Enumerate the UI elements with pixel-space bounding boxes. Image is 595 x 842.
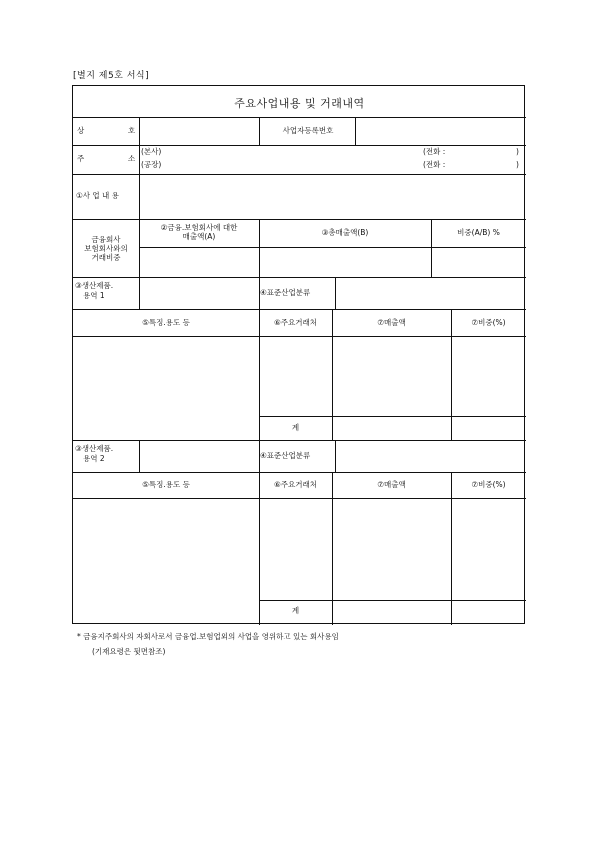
divider <box>139 117 140 174</box>
divider <box>139 174 140 219</box>
finance-sales-a-header-line1: ②금융.보험회사에 대한 <box>160 223 238 232</box>
product2-sales-header: ⑦매출액 <box>377 480 406 489</box>
hq-phone-close: ) <box>516 147 519 156</box>
divider <box>139 247 526 248</box>
factory-phone-label: (전화 : <box>423 160 446 169</box>
finance-share-label-line1: 금융회사 <box>91 235 121 244</box>
footnote-line2: (기재요령은 뒷면참조) <box>92 647 166 656</box>
divider <box>73 219 526 220</box>
form-number-label: [별지 제5호 서식] <box>73 71 150 81</box>
footnote-line1: * 금융지주회사의 자회사로서 금융업.보험업외의 사업을 영위하고 있는 회사용임 <box>77 632 339 641</box>
divider <box>73 498 526 499</box>
hq-phone-label: (전화 : <box>423 147 446 156</box>
divider <box>73 117 526 118</box>
company-name-label-suffix: 호 <box>128 126 136 135</box>
product2-label-line2: 용역 2 <box>83 454 105 463</box>
product1-clients-header: ⑥주요거래처 <box>274 318 317 327</box>
business-reg-number-label: 사업자등록번호 <box>282 126 334 135</box>
divider <box>73 174 526 175</box>
product1-features-header: ⑤특징.용도 등 <box>142 318 190 327</box>
hq-address-label: (본사) <box>141 147 162 156</box>
divider <box>139 440 140 472</box>
divider <box>73 309 526 310</box>
company-name-label: 상 <box>77 126 85 135</box>
divider <box>335 440 336 472</box>
product1-total-label: 계 <box>291 423 300 432</box>
product1-ratio-header: ⑦비중(%) <box>471 318 506 327</box>
divider <box>73 277 526 278</box>
product2-ratio-header: ⑦비중(%) <box>471 480 506 489</box>
divider <box>335 277 336 309</box>
product1-label-line1: ③생산제품. <box>75 281 114 290</box>
factory-phone-close: ) <box>516 160 519 169</box>
divider <box>451 472 452 625</box>
divider <box>73 440 526 441</box>
finance-sales-a-header-line2: 매출액(A) <box>182 232 216 241</box>
product2-clients-header: ⑥주요거래처 <box>274 480 317 489</box>
divider <box>259 416 526 417</box>
divider <box>451 309 452 440</box>
product1-label-line2: 용역 1 <box>83 291 105 300</box>
finance-share-label-line3: 거래비중 <box>91 253 121 262</box>
ratio-ab-header: 비중(A/B) % <box>457 228 500 237</box>
product1-sales-header: ⑦매출액 <box>377 318 406 327</box>
address-label: 주 <box>77 154 85 163</box>
divider <box>259 117 260 145</box>
factory-address-label: (공장) <box>141 160 162 169</box>
address-label-suffix: 소 <box>128 154 136 163</box>
divider <box>73 336 526 337</box>
divider <box>139 277 140 309</box>
business-description-label: ①사 업 내 용 <box>76 191 119 200</box>
divider <box>259 309 260 440</box>
product2-features-header: ⑤특징.용도 등 <box>142 480 190 489</box>
product1-std-class-label: ④표준산업분류 <box>260 288 311 297</box>
divider <box>332 309 333 440</box>
divider <box>332 472 333 625</box>
business-transactions-form <box>72 85 525 624</box>
product2-std-class-label: ④표준산업분류 <box>260 451 311 460</box>
form-title: 주요사업내용 및 거래내역 <box>234 97 365 110</box>
divider <box>259 472 260 625</box>
divider <box>355 117 356 145</box>
product2-total-label: 계 <box>291 606 300 615</box>
divider <box>73 145 526 146</box>
divider <box>259 600 526 601</box>
total-sales-b-header: ③총매출액(B) <box>321 228 369 237</box>
divider <box>73 472 526 473</box>
product2-label-line1: ③생산제품. <box>75 444 114 453</box>
finance-share-label-line2: 보험회사와의 <box>84 244 128 253</box>
